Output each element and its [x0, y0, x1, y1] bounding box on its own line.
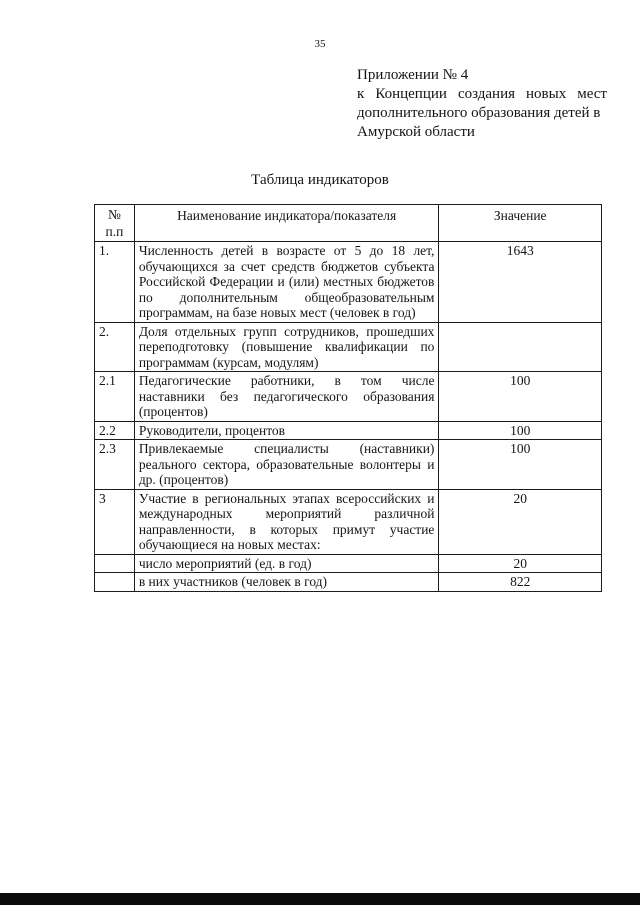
header-value: Значение: [439, 205, 602, 242]
appendix-line-education: дополнительного образования детей в: [357, 105, 601, 121]
row-name: число мероприятий (ед. в год): [134, 554, 439, 573]
row-name: Участие в региональных этапах всероссийских и международных мероприятий различной направленности, в которых примут участие обучающиеся на новых местах:: [134, 489, 439, 554]
row-value: 100: [439, 440, 602, 490]
row-name: Численность детей в возрасте от 5 до 18 лет, обучающихся за счет средств бюджетов субъекта Российской Федерации и (или) местных бюджетов по дополнительным общеобразовательным программам, на базе новых мест (человек в год): [134, 242, 439, 323]
row-value: 822: [439, 573, 602, 592]
row-name: Привлекаемые специалисты (наставники) реального сектора, образовательные волонтеры и др. (процентов): [134, 440, 439, 490]
row-value: 100: [439, 421, 602, 440]
table-row: [95, 489, 602, 554]
table-row: [95, 440, 602, 490]
table-header-row: [95, 205, 602, 242]
scan-edge-band: [0, 893, 640, 905]
header-num: № п.п: [95, 205, 135, 242]
table-row: [95, 322, 602, 372]
page-number: 35: [314, 38, 326, 50]
row-value: 1643: [439, 242, 602, 323]
table-row: [95, 242, 602, 323]
row-name: Руководители, процентов: [134, 421, 439, 440]
row-num: [95, 554, 135, 573]
row-value: 20: [439, 489, 602, 554]
row-num: 3: [95, 489, 135, 554]
row-value: 100: [439, 372, 602, 422]
appendix-title: Приложении № 4: [357, 67, 469, 83]
row-num: 2.1: [95, 372, 135, 422]
row-num: 2.: [95, 322, 135, 372]
row-num: 1.: [95, 242, 135, 323]
appendix-line-region: Амурской области: [357, 124, 475, 140]
table-row: [95, 554, 602, 573]
table-title: Таблица индикаторов: [251, 172, 389, 188]
row-num: 2.2: [95, 421, 135, 440]
row-name: Доля отдельных групп сотрудников, прошедших переподготовку (повышение квалификации по программам (курсам, модулям): [134, 322, 439, 372]
row-num: [95, 573, 135, 592]
appendix-header: [357, 66, 607, 142]
row-name: Педагогические работники, в том числе наставники без педагогического образования (процентов): [134, 372, 439, 422]
table-row: [95, 372, 602, 422]
row-name: в них участников (человек в год): [134, 573, 439, 592]
row-value: [439, 322, 602, 372]
row-value: 20: [439, 554, 602, 573]
table-row: [95, 573, 602, 592]
header-name: Наименование индикатора/показателя: [134, 205, 439, 242]
row-num: 2.3: [95, 440, 135, 490]
appendix-line-concept: к Концепции создания новых мест: [357, 86, 607, 102]
indicators-table: [94, 204, 602, 592]
table-row: [95, 421, 602, 440]
